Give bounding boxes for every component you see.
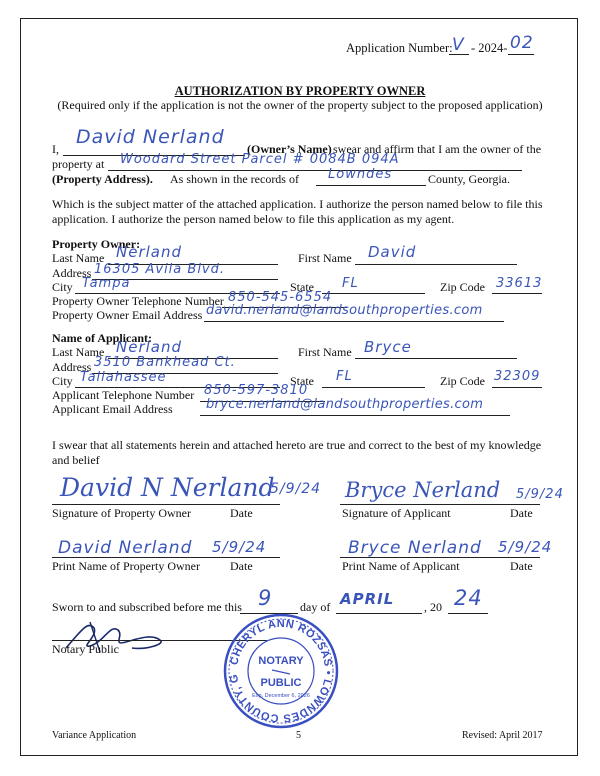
- records-text: As shown in the records of: [170, 172, 299, 186]
- applicant-print-date-label: Date: [510, 559, 533, 573]
- property-address-label: (Property Address).: [52, 172, 153, 186]
- owner-first-name-label: First Name: [298, 251, 352, 265]
- owner-state-label: State: [290, 280, 314, 294]
- applicant-heading: Name of Applicant:: [52, 331, 152, 345]
- footer-left: Variance Application: [52, 730, 137, 741]
- applicant-address-value: 3510 Bankhead Ct.: [94, 355, 236, 370]
- owner-print-date: 5/9/24: [212, 538, 267, 556]
- seal-public-text: PUBLIC: [260, 677, 302, 689]
- applicant-signature-date: 5/9/24: [516, 487, 564, 502]
- owner-address-label: Address: [52, 266, 92, 280]
- owner-last-name-value: Nerland: [116, 243, 183, 261]
- owner-name-value: David Nerland: [76, 126, 225, 148]
- owner-email-value: david.nerland@landsouthproperties.com: [206, 303, 483, 318]
- county-label: County, Georgia.: [428, 172, 510, 186]
- county-value: Lowndes: [328, 167, 393, 182]
- owner-print-name: David Nerland: [58, 538, 193, 558]
- owner-zip-label: Zip Code: [440, 280, 485, 294]
- owner-first-name-value: David: [368, 243, 417, 261]
- owner-address-value: 16305 Avila Blvd.: [94, 262, 226, 277]
- applicant-signature-label: Signature of Applicant: [342, 506, 451, 520]
- owner-zip-value: 33613: [496, 276, 543, 291]
- day-of-label: day of: [300, 600, 331, 614]
- swear-text: swear and affirm that I am the owner of the: [333, 142, 542, 156]
- owner-city-value: Tampa: [82, 276, 131, 291]
- applicant-city-value: Tallahassee: [80, 370, 167, 385]
- applicant-state-value: FL: [336, 369, 353, 384]
- owner-print-label: Print Name of Property Owner: [52, 559, 200, 573]
- owner-print-date-label: Date: [230, 559, 253, 573]
- property-at-label: property at: [52, 157, 105, 171]
- notary-seal: [222, 612, 340, 730]
- swear-statement: I swear that all statements herein and attached hereto are true and correct to the best of my knowledge and belief: [52, 438, 542, 467]
- applicant-print-label: Print Name of Applicant: [342, 559, 460, 573]
- applicant-print-name: Bryce Nerland: [348, 538, 482, 558]
- sworn-label: Sworn to and subscribed before me this: [52, 600, 242, 614]
- application-number-label: Application Number:: [346, 41, 453, 55]
- applicant-last-name-value: Nerland: [116, 338, 183, 356]
- page-title: AUTHORIZATION BY PROPERTY OWNER: [174, 84, 426, 98]
- application-number-year: - 2024-: [471, 41, 508, 55]
- applicant-first-name-value: Bryce: [364, 338, 412, 356]
- seal-notary-text: NOTARY: [258, 655, 304, 667]
- property-address-value: Woodard Street Parcel # 0084B 094A: [120, 152, 400, 167]
- applicant-print-date: 5/9/24: [498, 538, 553, 556]
- applicant-signature: Bryce Nerland: [345, 478, 501, 502]
- page-subtitle: (Required only if the application is not the owner of the property subject to the proposed application): [57, 98, 543, 112]
- seal-expiration-text: Exp. December 6, 2026: [252, 693, 310, 699]
- seal-outer-text: CHERYL ANN ROZSAS • LOWNDES COUNTY, G: [227, 617, 335, 725]
- applicant-email-value: bryce.nerland@landsouthproperties.com: [206, 397, 484, 412]
- sworn-day: 9: [258, 586, 273, 610]
- owner-last-name-label: Last Name: [52, 251, 105, 265]
- owner-phone-value: 850-545-6554: [228, 290, 333, 305]
- application-number-prefix: V: [452, 35, 465, 55]
- owner-name-label: (Owner’s Name): [247, 142, 332, 156]
- owner-signature-date: 5/9/24: [270, 481, 322, 497]
- applicant-signature-date-label: Date: [510, 506, 533, 520]
- owner-email-label: Property Owner Email Address: [52, 308, 203, 322]
- sworn-month: APRIL: [340, 590, 395, 608]
- applicant-last-name-label: Last Name: [52, 345, 105, 359]
- property-owner-heading: Property Owner:: [52, 237, 141, 251]
- application-number-suffix: 02: [510, 33, 534, 53]
- owner-signature: David N Nerland: [60, 473, 275, 502]
- notary-public-label: Notary Public: [52, 642, 119, 656]
- applicant-phone-value: 850-597-3810: [204, 383, 309, 398]
- applicant-zip-value: 32309: [494, 369, 541, 384]
- applicant-zip-label: Zip Code: [440, 374, 485, 388]
- applicant-address-label: Address: [52, 360, 92, 374]
- authorization-paragraph: Which is the subject matter of the attached application. I authorize the person named below to file this application. I authorize the person named below to file this application as my agent.: [52, 197, 543, 226]
- applicant-first-name-label: First Name: [298, 345, 352, 359]
- owner-city-label: City: [52, 280, 73, 294]
- year-prefix: , 20: [424, 600, 442, 614]
- sworn-year: 24: [454, 586, 483, 610]
- owner-signature-date-label: Date: [230, 506, 253, 520]
- applicant-email-label: Applicant Email Address: [52, 402, 173, 416]
- footer-revised: Revised: April 2017: [462, 730, 543, 741]
- owner-signature-label: Signature of Property Owner: [52, 506, 191, 520]
- applicant-phone-label: Applicant Telephone Number: [52, 388, 195, 402]
- applicant-city-label: City: [52, 374, 73, 388]
- footer-page-number: 5: [296, 730, 301, 741]
- owner-state-value: FL: [342, 276, 359, 291]
- owner-phone-label: Property Owner Telephone Number: [52, 294, 224, 308]
- applicant-state-label: State: [290, 374, 314, 388]
- i-label: I,: [52, 142, 59, 156]
